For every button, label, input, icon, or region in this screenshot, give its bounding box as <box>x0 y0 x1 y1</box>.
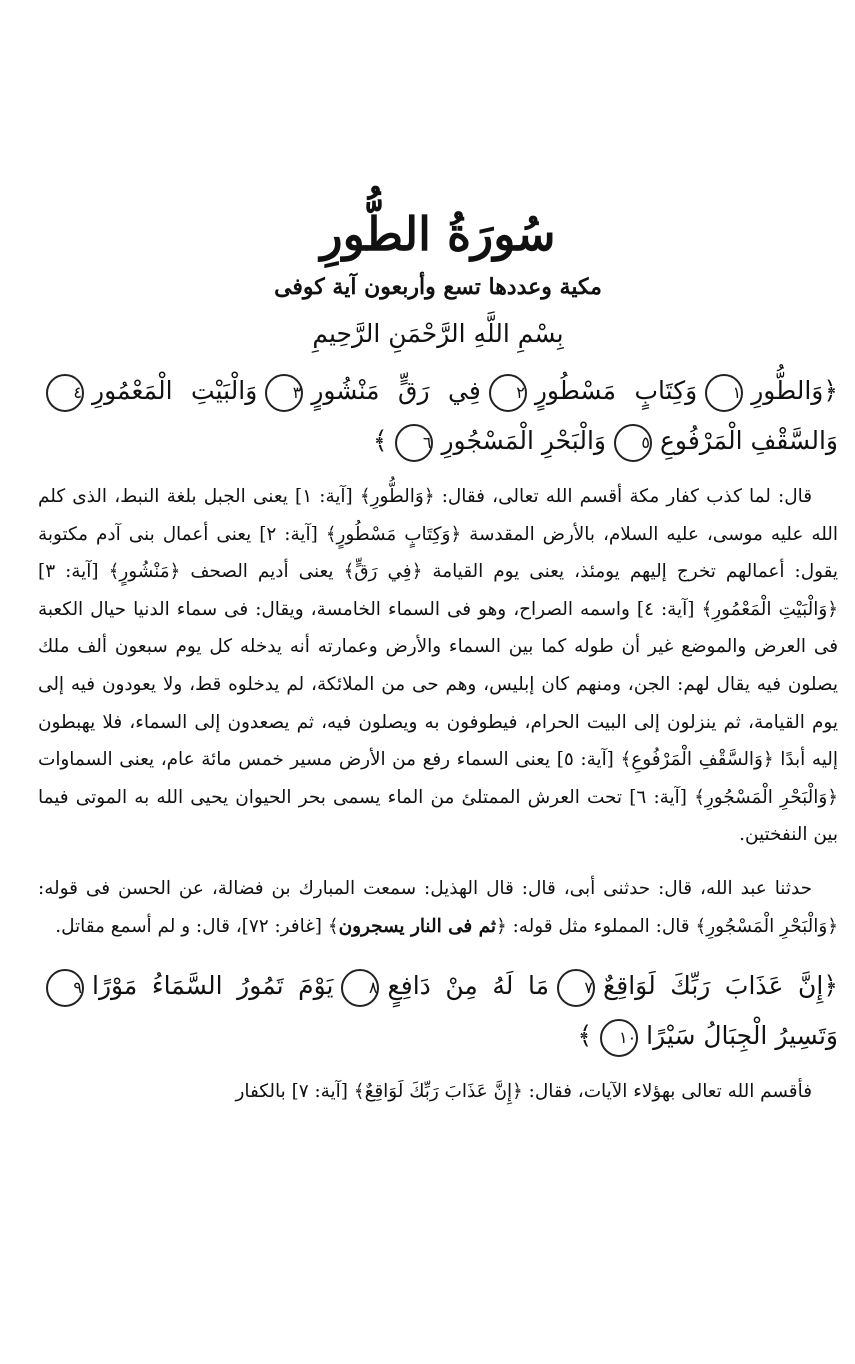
verse-text: وَكِتَابٍ مَسْطُورٍ <box>534 376 698 405</box>
verse-text: وَالْبَيْتِ الْمَعْمُورِ <box>92 376 258 405</box>
page <box>38 200 838 1127</box>
ayah-number-marker: ٣ <box>265 374 303 412</box>
verse-text: وَالْبَحْرِ الْمَسْجُورِ <box>441 426 606 455</box>
tafsir-paragraph-2 <box>38 870 838 945</box>
verse-text: وَتَسِيرُ الْجِبَالُ سَيْرًا <box>646 1021 838 1051</box>
ayah-number-marker: ٦ <box>395 424 433 462</box>
verse-text: وَالسَّقْفِ الْمَرْفُوعِ <box>659 426 838 455</box>
verse-text: إِنَّ عَذَابَ رَبِّكَ لَوَاقِعٌ <box>602 971 824 1001</box>
surah-subtitle: مكية وعددها تسع وأربعون آية كوفى <box>274 274 602 300</box>
tafsir-paragraph-1: قال: لما كذب كفار مكة أقسم الله تعالى، فقال: ﴿وَالطُّورِ﴾ [آية: ١] يعنى الجبل بلغة النبط، الذى كلم الله عليه موسى، عليه السلام، بالأرض المقدسة ﴿وَكِتَابٍ مَسْطُورٍ﴾ [آية: ٢] يعنى أعمال بنى آدم مكتوبة يقول: أعمالهم تخرج إليهم يومئذ، يعنى يوم القيامة ﴿فِي رَقٍّ﴾ يعنى أديم الصحف ﴿مَنْشُورٍ﴾ [آية: ٣] ﴿وَالْبَيْتِ الْمَعْمُورِ﴾ [آية: ٤] واسمه الصراح، وهو فى السماء الخامسة، ويقال: فى سماء الدنيا حيال الكعبة فى العرض والموضع غير أن طوله كما بين السماء والأرض وعمارته أنه يدخله كل يوم سبعون ألف ملك يصلون فيه يقال لهم: الجن، ومنهم كان إبليس، وهم حى من الملائكة، لم يدخلوه قط، ولا يعودون فيه إلى يوم القيامة، ثم ينزلون إلى البيت الحرام، فيطوفون به ويصلون فيه، ثم يصعدون إلى السماء، فلا يهبطون إليه أبدًا ﴿وَالسَّقْفِ الْمَرْفُوعِ﴾ [آية: ٥] يعنى السماء رفع من الأرض مسير خمس مائة عام، يعنى السماوات ﴿وَالْبَحْرِ الْمَسْجُورِ﴾ [آية: ٦] تحت العرش الممتلئ من الماء يسمى بحر الحيوان يحيى الله به الموتى فيما بين النفختين. <box>38 486 839 846</box>
ayah-number-marker: ٨ <box>341 969 379 1007</box>
verse-text: مَا لَهُ مِنْ دَافِعٍ <box>387 971 549 1001</box>
ayah-number-marker: ٧ <box>557 969 595 1007</box>
verse-open-bracket: ﴿ <box>823 376 838 405</box>
basmala: بِسْمِ اللَّهِ الرَّحْمَنِ الرَّحِيمِ <box>312 319 564 348</box>
ayah-number-marker: ٤ <box>46 374 84 412</box>
verse-text: يَوْمَ تَمُورُ السَّمَاءُ مَوْرًا <box>92 971 334 1001</box>
quoted-verse-bold: ثم فى النار يسجرون <box>338 915 496 937</box>
quran-verses-7-10 <box>38 961 838 1061</box>
tafsir-text: ﴾ [غافر: ٧٢]، قال: و لم أسمع مقاتل. <box>55 915 339 937</box>
ayah-number-marker: ٢ <box>489 374 527 412</box>
ayah-number-marker: ١٠ <box>600 1019 638 1057</box>
ayah-number-marker: ١ <box>705 374 743 412</box>
ayah-number-marker: ٥ <box>614 424 652 462</box>
verse-close-bracket: ﴾ <box>577 1021 593 1051</box>
ayah-number-marker: ٩ <box>46 969 84 1007</box>
surah-title: سُورَةُ الطُّورِ <box>320 207 556 261</box>
verse-text: فِي رَقٍّ مَنْشُورٍ <box>311 376 481 405</box>
tafsir-text: حدثنا عبد الله، قال: حدثنى أبى، قال: قال الهذيل: سمعت المبارك بن فضالة، عن الحسن فى قوله: ﴿وَالْبَحْرِ الْمَسْجُورِ﴾ قال: المملوء مثل قوله: ﴿ <box>38 877 838 937</box>
verse-text: وَالطُّورِ <box>751 376 824 405</box>
verse-open-bracket: ﴿ <box>823 971 838 1001</box>
quran-verses-1-6 <box>38 366 838 466</box>
tafsir-paragraph-3: فأقسم الله تعالى بهؤلاء الآيات، فقال: ﴿إِنَّ عَذَابَ رَبِّكَ لَوَاقِعٌ﴾ [آية: ٧] بالكفار <box>235 1081 812 1103</box>
verse-close-bracket: ﴾ <box>372 426 388 455</box>
